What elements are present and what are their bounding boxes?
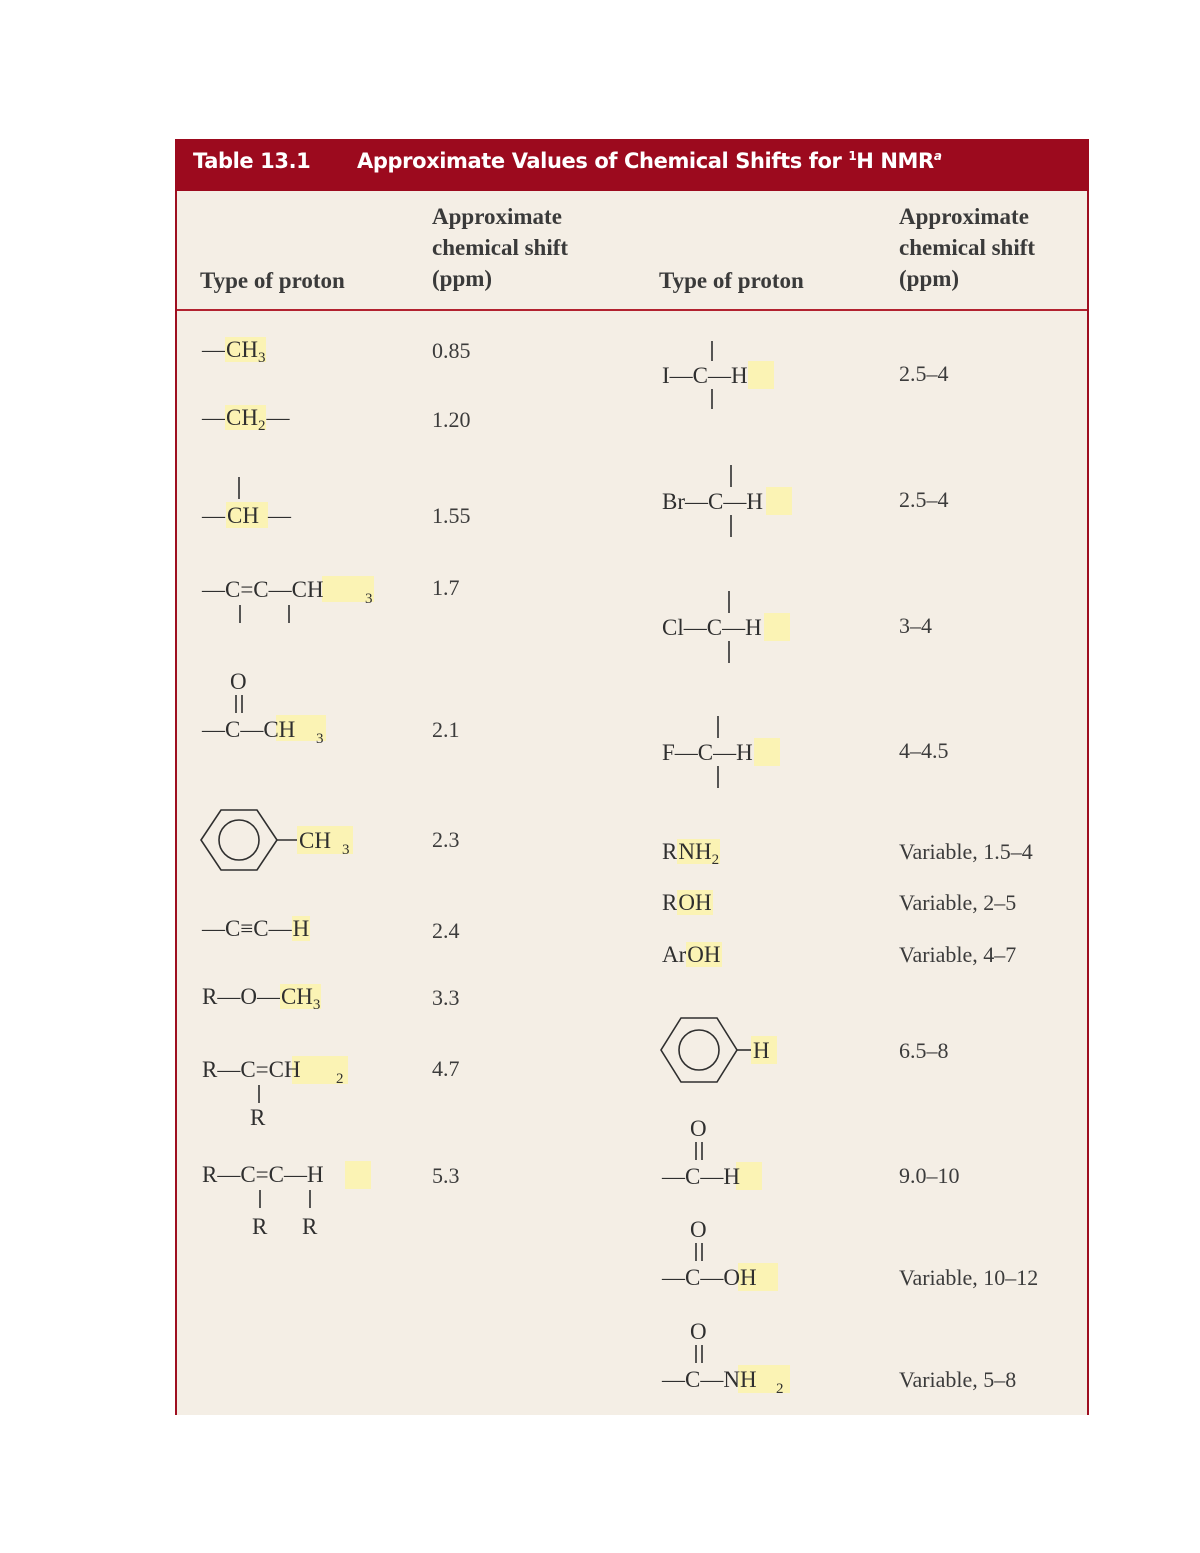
proton-alkyl-fluoride <box>662 712 822 790</box>
table-title-bar <box>175 139 1089 191</box>
shift-value: 4–4.5 <box>899 738 949 763</box>
shift-value: 6.5–8 <box>899 1038 949 1063</box>
proton-methyl-ketone <box>202 667 362 747</box>
svg-text:—: — <box>268 503 291 528</box>
proton-alkyl-chloride <box>662 587 822 665</box>
shift-value: 1.7 <box>432 575 460 600</box>
shift-value: 2.3 <box>432 827 460 852</box>
shift-value: 5.3 <box>432 1163 460 1188</box>
shift-value: 2.4 <box>432 918 460 943</box>
svg-text:R: R <box>252 1214 268 1239</box>
header-rule <box>177 309 1087 311</box>
shift-value: 2.5–4 <box>899 487 949 512</box>
header-type-of-proton-right: Type of proton <box>659 268 804 293</box>
proton-benzylic-methyl <box>199 804 399 884</box>
svg-text:O: O <box>690 1217 707 1242</box>
svg-text:—C—H: —C—H <box>662 1164 740 1189</box>
proton-allylic-methyl <box>202 569 382 629</box>
proton-alkyl-iodide <box>662 337 822 413</box>
svg-text:O: O <box>690 1116 707 1141</box>
svg-text:2: 2 <box>336 1071 344 1087</box>
svg-text:—C=C—CH: —C=C—CH <box>202 577 324 602</box>
shift-value: 4.7 <box>432 1056 460 1081</box>
proton-alkyl-bromide <box>662 461 822 539</box>
shift-value: 1.55 <box>432 503 471 528</box>
shift-value: Variable, 4–7 <box>899 942 1017 967</box>
shift-value: 9.0–10 <box>899 1163 960 1188</box>
proton-aromatic <box>659 1014 819 1094</box>
header-approx-shift-right: Approximate chemical shift (ppm) <box>899 204 1036 291</box>
shift-value: 2.5–4 <box>899 361 949 386</box>
proton-alcohol: ROH <box>662 890 712 915</box>
svg-text:R—C=CH: R—C=CH <box>202 1057 301 1082</box>
proton-methine <box>202 469 322 529</box>
svg-text:2: 2 <box>776 1381 784 1397</box>
svg-text:O: O <box>230 669 247 694</box>
svg-text:H: H <box>753 1038 770 1063</box>
header-type-of-proton-left: Type of proton <box>200 268 345 293</box>
svg-text:3: 3 <box>342 842 350 858</box>
svg-text:Br—C—H: Br—C—H <box>662 489 763 514</box>
shift-value: 2.1 <box>432 717 460 742</box>
svg-text:Cl—C—H: Cl—C—H <box>662 615 762 640</box>
svg-text:—C—CH: —C—CH <box>202 717 296 742</box>
svg-text:3: 3 <box>365 591 373 607</box>
proton-vinylic <box>202 1154 382 1239</box>
shift-value: Variable, 1.5–4 <box>899 839 1033 864</box>
shift-value: Variable, 2–5 <box>899 890 1017 915</box>
proton-methyl: $—CH_3$ <box>202 337 266 366</box>
table-title: Approximate Values of Chemical Shifts for $^1$H NMR$^a$ <box>357 149 942 173</box>
header-approx-shift-left: Approximate chemical shift (ppm) <box>432 204 569 291</box>
svg-text:I—C—H: I—C—H <box>662 363 748 388</box>
svg-text:R: R <box>250 1105 266 1130</box>
svg-text:—C—OH: —C—OH <box>662 1265 757 1290</box>
proton-aldehyde <box>662 1114 812 1194</box>
svg-text:R—C=C—H: R—C=C—H <box>202 1162 324 1187</box>
shift-value: Variable, 5–8 <box>899 1367 1017 1392</box>
proton-methyl-ether: $R—O—CH_3$ <box>202 984 321 1013</box>
shift-value: 0.85 <box>432 338 471 363</box>
shift-value: 1.20 <box>432 407 471 432</box>
svg-text:CH: CH <box>299 828 331 853</box>
svg-text:—: — <box>202 503 225 528</box>
shift-value: 3.3 <box>432 985 460 1010</box>
shift-value: Variable, 10–12 <box>899 1265 1039 1290</box>
svg-text:CH: CH <box>227 503 259 528</box>
svg-text:R: R <box>302 1214 318 1239</box>
proton-amide <box>662 1317 812 1397</box>
proton-alkyne: —C≡C—H <box>202 916 310 941</box>
svg-text:F—C—H: F—C—H <box>662 740 753 765</box>
svg-text:O: O <box>690 1319 707 1344</box>
table-number: Table 13.1 <box>193 149 311 173</box>
proton-methylene: $—CH_2—$ <box>202 405 290 434</box>
proton-carboxylic-acid <box>662 1215 812 1295</box>
svg-text:—C—NH: —C—NH <box>662 1367 757 1392</box>
proton-vinylidene <box>202 1049 382 1129</box>
proton-phenol: ArOH <box>662 942 721 967</box>
proton-amine: $RNH_2$ <box>662 839 720 868</box>
nmr-shift-table <box>175 139 1089 1415</box>
svg-text:3: 3 <box>316 731 324 747</box>
shift-value: 3–4 <box>899 613 932 638</box>
